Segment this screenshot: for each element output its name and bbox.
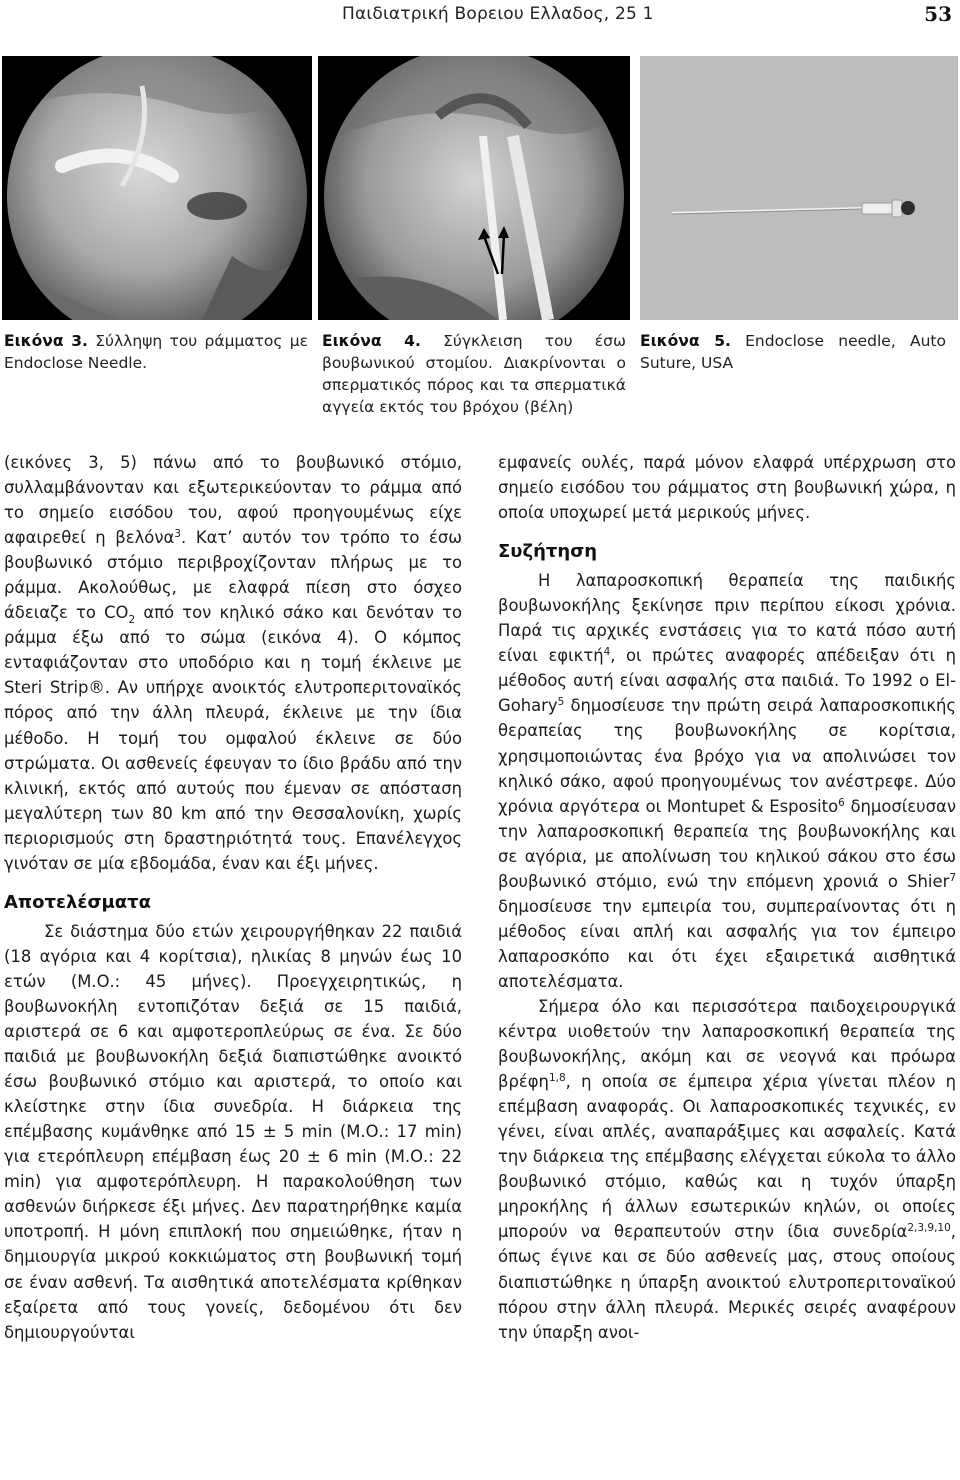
running-head: [0, 4, 960, 34]
reference-superscript: 1,8: [548, 1072, 566, 1085]
section-heading-results: Αποτελέσματα: [4, 891, 151, 913]
paragraph-results: Σε διάστημα δύο ετών χειρουργήθηκαν 22 παιδιά (18 αγόρια και 4 κορίτσια), ηλικίας 8 μηνών έως 10 ετών (Μ.Ο.: 45 μήνες). Προεγχειρητικώς, η βουβωνοκήλη εντοπιζόταν δεξιά σε 15 παιδιά, αριστερά σε 6 και αμφοτεροπλεύρως σε ένα. Σε δύο παιδιά με βουβωνοκήλη δεξιά διαπιστώθηκε ανοικτό έσω βουβωνικό στόμιο και αριστερά, το οποίο και κλείστηκε στην ίδια συνεδρία. Η διάρκεια της επέμβασης κυμάνθηκε από 15 ± 5 min (Μ.Ο.: 17 min) για ετερόπλευρη επέμβαση έως 20 ± 6 min (Μ.Ο.: 22 min) για αμφοτερόπλευρη. Η παρακολούθηση των ασθενών διήρκεσε έξι μήνες. Δεν παρατηρήθηκε καμία υποτροπή. Η μόνη επιπλοκή που σημειώθηκε, ήταν η δημιουργία μικρού κοκκιώματος στη βουβωνική τομή σε έναν ασθενή. Τα αισθητικά αποτελέσματα κρίθηκαν εξαίρετα από τους γονείς, δεδομένου ότι δεν δημιουργούνται: [4, 921, 462, 1342]
right-column: [498, 450, 956, 1345]
paragraph-results-cont: εμφανείς ουλές, παρά μόνον ελαφρά υπέρχρωση στο σημείο εισόδου του ράμματος στη βουβωνική χώρα, η οποία υποχωρεί μετά μερικούς μήνες.: [498, 453, 956, 523]
subscript: 2: [128, 614, 136, 627]
left-column: [4, 450, 462, 1345]
figure-3-caption: Εικόνα 3. Σύλληψη του ράμματος με Endoclose Needle.: [4, 332, 308, 372]
paragraph-methods: (εικόνες 3, 5) πάνω από το βουβωνικό στόμιο, συλλαμβάνονταν και εξωτερικεύονταν το ράμμα από το σημείο εισόδου του, αφού προηγουμένως είχε αφαιρεθεί η βελόνα$^3$. Κατ’ αυτόν τον τρόπο το έσω βουβωνικό στόμιο περιβροχίζονταν πλήρως με το ράμμα. Ακολούθως, με ελαφρά πίεση στο όσχεο άδειαζε το $CO_2$ από τον κηλικό σάκο και δενόταν το ράμμα έξω από το σώμα (εικόνα 4). Ο κόμπος ενταφιάζονταν στο υποδόριο και η τομή έκλεινε με Steri Strip®. Αν υπήρχε ανοικτός ελυτροπεριτοναϊκός πόρος από την άλλη πλευρά, έκλεινε με την ίδια μέθοδο. Η τομή του ομφαλού έκλεινε σε δύο στρώματα. Οι ασθενείς έφευγαν το ίδιο βράδυ από την κλινική, εκτός από αυτούς που έμεναν σε απόσταση μεγαλύτερη των 80 km από την Θεσσαλονίκη, χωρίς περιορισμούς στη δραστηριότητά τους. Επανέλεγχος γινόταν σε μία εβδομάδα, έναν και έξι μήνες.: [4, 453, 463, 873]
figure-3-image: [2, 56, 312, 320]
page-number: 53: [924, 2, 952, 26]
reference-superscript: 6: [838, 796, 845, 809]
paragraph-discussion-2: Σήμερα όλο και περισσότερα παιδοχειρουργικά κέντρα υιοθετούν την λαπαροσκοπική θεραπεία της βουβωνοκήλης, ακόμη και σε νεογνά και πρόωρα βρέφη$^{1,8}$, η οποία σε έμπειρα χέρια γίνεται πλέον η επέμβαση αναφοράς. Οι λαπαροσκοπικές τεχνικές, εν γένει, είναι απλές, αναπαράξιμες και ασφαλείς. Κατά την διάρκεια της επέμβασης ελέγχεται εύκολα το άλλο βουβωνικό στόμιο, καθώς και η τυχόν ύπαρξη μηροκήλης ή άλλων εσωτερικών κηλών, οι οποίες μπορούν να θεραπευτούν στην ίδια συνεδρία$^{2,3,9,10}$, όπως έγινε και σε δύο ασθενείς μας, στους οποίους διαπιστώθηκε η ύπαρξη ανοικτού ελυτροπεριτοναϊκού πόρου στην άλλη πλευρά. Μερικές σειρές αναφέρουν την ύπαρξη ανοι-: [498, 996, 956, 1342]
reference-superscript: 4: [603, 646, 611, 659]
reference-superscript: 5: [557, 696, 565, 709]
reference-superscript: 7: [949, 871, 956, 884]
reference-superscript: 2,3,9,10: [907, 1222, 951, 1235]
journal-title: Παιδιατρική Βορειου Ελλαδος, 25 1: [342, 4, 654, 24]
arrow-icon: [476, 224, 516, 284]
reference-superscript: 3: [174, 528, 181, 541]
section-heading-discussion: Συζήτηση: [498, 541, 598, 563]
paragraph-discussion-1: Η λαπαροσκοπική θεραπεία της παιδικής βουβωνοκήλης ξεκίνησε πριν περίπου είκοσι χρόνια. Παρά τις αρχικές ενστάσεις για το κατά πόσο αυτή είναι εφικτή$^4$, οι πρώτες αναφορές απέδειξαν ότι η μέθοδος αυτή είναι ασφαλής στα παιδιά. Το 1992 ο El-Gohary$^5$ δημοσίευσε την πρώτη σειρά λαπαροσκοπικής θεραπείας της βουβωνοκήλης σε κορίτσια, χρησιμοποιώντας ένα βρόχο για να απολινώσει τον κηλικό σάκο, αφού προηγουμένως τον ανέστρεφε. Δύο χρόνια αργότερα οι Montupet & Esposito$^6$ δημοσίευσαν την λαπαροσκοπική θεραπεία της βουβωνοκήλης και σε αγόρια, με απολίνωση του κηλικού σάκου στο έσω βουβωνικό στόμιο, ενώ την επόμενη χρονιά ο Shier$^7$ δημοσίευσε την εμπειρία του, συμπεραίνοντας ότι η μέθοδος είναι απλή και ασφαλής για τον έμπειρο λαπαροσκόπο και ότι έχει εξαιρετικά αισθητικά αποτελέσματα.: [498, 571, 956, 991]
figure-4-caption: Εικόνα 4. Σύγκλειση του έσω βουβωνικού στομίου. Διακρίνονται ο σπερματικός πόρος και τα σπερματικά αγγεία εκτός του βρόχου (βέλη): [322, 332, 626, 416]
figure-5-caption: Εικόνα 5. Endoclose needle, Auto Suture, USA: [640, 332, 946, 372]
figure-5-image: [640, 56, 958, 320]
figure-4-image: [318, 56, 630, 320]
